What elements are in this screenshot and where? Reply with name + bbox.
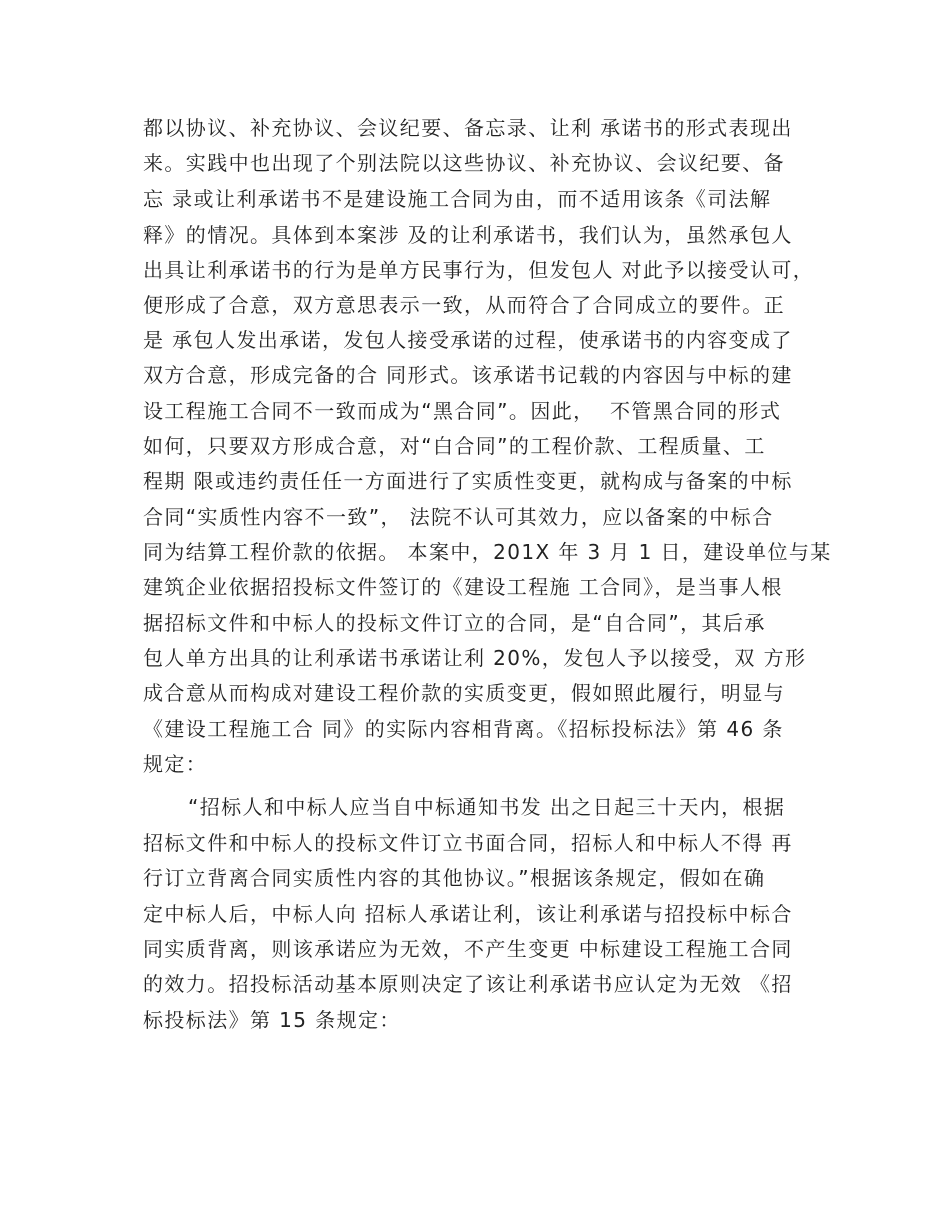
text-line-11: 程期 限或违约责任任一方面进行了实质性变更，就构成与备案的中标 [143,469,793,493]
text-line-9: 设工程施工合同不一致而成为“黑合同”。因此， 不管黑合同的形式 [143,399,782,423]
text-line-7: 是 承包人发出承诺，发包人接受承诺的过程，使承诺书的内容变成了 [143,328,793,352]
text-line-18: 《建设工程施工合 同》的实际内容相背离。《招标投标法》第 46 条 [143,717,784,741]
text-line-14: 建筑企业依据招投标文件签订的《建设工程施 工合同》，是当事人根 [143,575,783,599]
text-line-20: “招标人和中标人应当自中标通知书发 出之日起三十天内，根据 [188,795,786,819]
text-line-3: 忘 录或让利承诺书不是建设施工合同为由，而不适用该条《司法解 [143,187,772,211]
text-line-1: 都以协议、补充协议、会议纪要、备忘录、让利 承诺书的形式表现出 [143,116,793,140]
text-line-24: 同实质背离，则该承诺应为无效，不产生变更 中标建设工程施工合同 [143,937,793,961]
text-line-2: 来。实践中也出现了个别法院以这些协议、补充协议、会议纪要、备 [143,151,785,175]
text-line-19: 规定： [143,752,208,776]
text-line-12: 合同“实质性内容不一致”， 法院不认可其效力，应以备案的中标合 [143,505,774,529]
text-line-26: 标投标法》第 15 条规定： [143,1008,401,1032]
text-line-5: 出具让利承诺书的行为是单方民事行为，但发包人 对此予以接受认可， [143,258,815,282]
text-line-25: 的效力。招投标活动基本原则决定了该让利承诺书应认定为无效 《招 [143,972,793,996]
text-line-23: 定中标人后，中标人向 招标人承诺让利，该让利承诺与招投标中标合 [143,902,793,926]
text-line-8: 双方合意，形成完备的合 同形式。该承诺书记载的内容因与中标的建 [143,363,793,387]
text-line-13: 同为结算工程价款的依据。 本案中，201X 年 3 月 1 日，建设单位与某 [143,540,832,564]
text-line-6: 便形成了合意，双方意思表示一致，从而符合了合同成立的要件。正 [143,293,785,317]
text-line-22: 行订立背离合同实质性内容的其他协议。”根据该条规定，假如在确 [143,866,766,890]
text-line-16: 包人单方出具的让利承诺书承诺让利 20%，发包人予以接受，双 方形 [143,646,807,670]
text-line-21: 招标文件和中标人的投标文件订立书面合同，招标人和中标人不得 再 [143,831,793,855]
text-line-15: 据招标文件和中标人的投标文件订立的合同，是“自合同”，其后承 [143,611,766,635]
text-line-4: 释》的情况。具体到本案涉 及的让利承诺书，我们认为，虽然承包人 [143,223,793,247]
text-line-17: 成合意从而构成对建设工程价款的实质变更，假如照此履行，明显与 [143,681,785,705]
text-line-10: 如何，只要双方形成合意，对“白合同”的工程价款、工程质量、工 [143,434,766,458]
